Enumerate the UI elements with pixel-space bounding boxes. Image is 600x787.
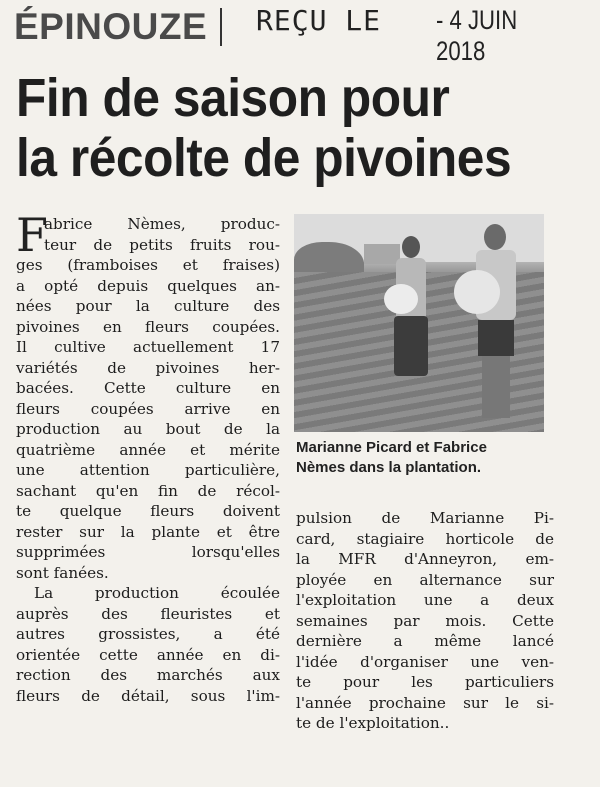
body-line: bacées. Cette culture en — [16, 379, 280, 397]
photo-person-woman — [394, 236, 428, 396]
article-headline — [16, 68, 542, 188]
body-line: te quelque fleurs doivent — [16, 502, 280, 520]
body-line: variétés de pivoines her- — [16, 358, 280, 377]
body-line: abrice Nèmes, produc- — [44, 215, 280, 233]
body-line: supprimées lorsqu'elles — [16, 543, 280, 561]
article-column-right — [296, 508, 554, 734]
peony-bouquet — [384, 284, 418, 314]
body-line: te de l'exploitation.. — [296, 714, 450, 732]
headline-line: la récolte de pivoines — [16, 128, 512, 188]
person-shorts — [478, 320, 514, 356]
body-line: rester sur la plante et être — [16, 522, 280, 541]
body-line: card, stagiaire horticole de — [296, 529, 554, 548]
received-stamp-label: REÇU LE — [256, 4, 382, 37]
drop-cap: F — [16, 208, 48, 262]
peony-bouquet — [454, 270, 500, 314]
body-line: teur de petits fruits rou- — [44, 235, 280, 254]
received-stamp-date: - 4 JUIN 2018 — [436, 5, 518, 66]
body-line: production au bout de la — [16, 420, 280, 438]
body-line: ges (framboises et fraises) — [16, 256, 280, 274]
body-line: La production écoulée — [34, 584, 280, 602]
body-line: dernière a même lancé — [296, 632, 554, 650]
person-legs — [482, 356, 510, 418]
body-line: autres grossistes, a été — [16, 625, 280, 643]
body-line: nées pour la culture des — [16, 297, 280, 315]
headline-line: Fin de saison pour — [16, 68, 450, 128]
caption-line: Nèmes dans la plantation. — [296, 459, 482, 476]
body-line: rection des marchés aux — [16, 666, 280, 684]
article-photo — [294, 214, 544, 432]
body-line: ployée en alternance sur — [296, 570, 554, 589]
section-name: ÉPINOUZE — [14, 6, 208, 47]
body-line: fleurs coupées arrive en — [16, 399, 280, 418]
body-line: l'idée d'organiser une ven- — [296, 652, 554, 671]
body-line: semaines par mois. Cette — [296, 611, 554, 630]
body-line: l'année prochaine sur le si- — [296, 693, 554, 712]
body-line: orientée cette année en di- — [16, 645, 280, 664]
person-head — [402, 236, 420, 258]
photo-caption — [296, 438, 546, 478]
caption-line: Marianne Picard et Fabrice — [296, 439, 487, 456]
body-line: Il cultive actuellement 17 — [16, 338, 280, 356]
body-line: te pour les particuliers — [296, 673, 554, 691]
body-line: a opté depuis quelques an- — [16, 276, 280, 295]
person-head — [484, 224, 506, 250]
body-line: quatrième année et mérite — [16, 440, 280, 459]
body-line: sachant qu'en fin de récol- — [16, 481, 280, 500]
body-line: auprès des fleuristes et — [16, 604, 280, 623]
body-line: pivoines en fleurs coupées. — [16, 317, 280, 336]
photo-person-man — [472, 224, 518, 424]
body-line: l'exploitation une a deux — [296, 591, 554, 609]
person-skirt — [394, 316, 428, 376]
header-divider — [220, 8, 222, 46]
body-line: une attention particulière, — [16, 461, 280, 479]
body-line: sont fanées. — [16, 563, 109, 582]
body-line: pulsion de Marianne Pi- — [296, 509, 554, 527]
article-column-left — [16, 208, 280, 706]
body-line: fleurs de détail, sous l'im- — [16, 686, 280, 705]
body-line: la MFR d'Anneyron, em- — [296, 550, 554, 568]
